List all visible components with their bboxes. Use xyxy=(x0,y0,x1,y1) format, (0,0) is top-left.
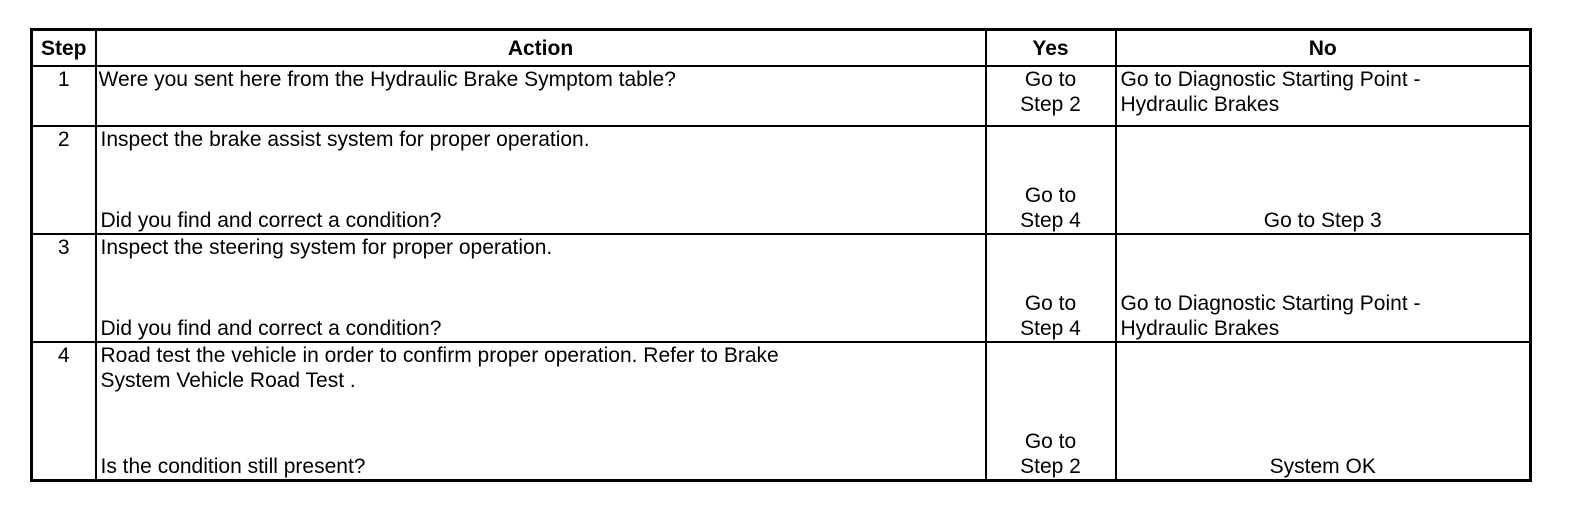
header-no: No xyxy=(1116,30,1531,67)
action-cell xyxy=(96,342,986,481)
step-number: 2 xyxy=(32,126,96,234)
header-row xyxy=(32,30,1531,67)
yes-link[interactable]: Go to Step 2 xyxy=(1020,430,1081,478)
table-row xyxy=(32,342,1531,481)
action-text: Were you sent here from the Hydraulic Brake Symptom table? xyxy=(98,68,676,91)
action-question: Is the condition still present? xyxy=(100,455,366,478)
action-text: Inspect the steering system for proper operation. xyxy=(100,236,553,259)
action-text: Road test the vehicle in order to confirm proper operation. Refer to Brake xyxy=(100,344,779,367)
action-cell xyxy=(96,66,986,126)
no-cell xyxy=(1116,66,1531,126)
header-action: Action xyxy=(96,30,986,67)
table-row xyxy=(32,126,1531,234)
no-result: System OK xyxy=(1269,455,1376,478)
yes-link[interactable]: Go to Step 4 xyxy=(1020,184,1081,232)
action-link-text[interactable]: System Vehicle Road Test . xyxy=(100,369,356,392)
yes-link[interactable]: Go to Step 4 xyxy=(1020,292,1081,340)
no-link[interactable]: Go to Diagnostic Starting Point - Hydraulic Brakes xyxy=(1120,68,1421,116)
action-text: Inspect the brake assist system for proper operation. xyxy=(100,128,590,151)
step-number: 1 xyxy=(32,66,96,126)
action-cell xyxy=(96,234,986,342)
table-row xyxy=(32,234,1531,342)
yes-cell xyxy=(986,66,1116,126)
step-number: 3 xyxy=(32,234,96,342)
yes-cell xyxy=(986,342,1116,481)
diagnostic-table xyxy=(30,28,1532,482)
yes-cell xyxy=(986,234,1116,342)
header-yes: Yes xyxy=(986,30,1116,67)
action-question: Did you find and correct a condition? xyxy=(100,209,442,232)
no-cell xyxy=(1116,234,1531,342)
yes-link[interactable]: Go to Step 2 xyxy=(1020,68,1081,116)
no-cell xyxy=(1116,342,1531,481)
step-number: 4 xyxy=(32,342,96,481)
no-link[interactable]: Go to Diagnostic Starting Point - Hydraulic Brakes xyxy=(1120,292,1421,340)
table-row xyxy=(32,66,1531,126)
action-question: Did you find and correct a condition? xyxy=(100,317,442,340)
no-link[interactable]: Go to Step 3 xyxy=(1263,209,1382,232)
yes-cell xyxy=(986,126,1116,234)
no-cell xyxy=(1116,126,1531,234)
header-step: Step xyxy=(32,30,96,67)
action-cell xyxy=(96,126,986,234)
